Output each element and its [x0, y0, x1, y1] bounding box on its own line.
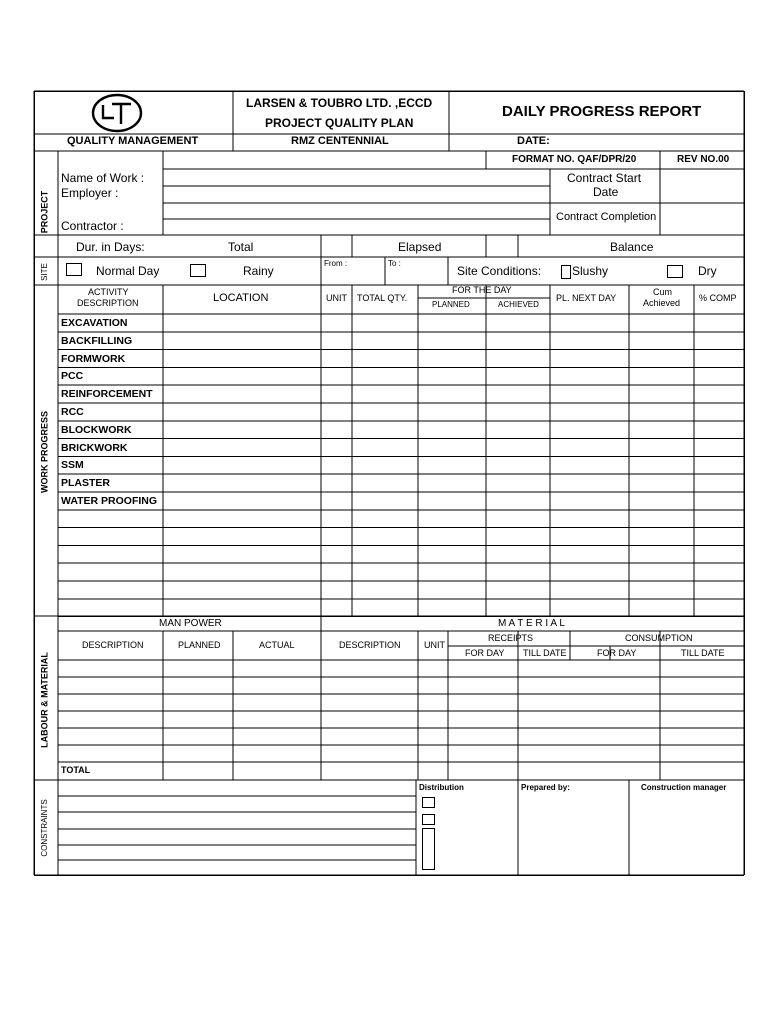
achieved-header: ACHIEVED	[498, 300, 539, 309]
receipts-for-day-header: FOR DAY	[465, 648, 505, 658]
site-conditions-label: Site Conditions:	[457, 264, 542, 278]
employer-label: Employer :	[61, 186, 119, 200]
department-label: QUALITY MANAGEMENT	[67, 135, 199, 147]
mp-description-header: DESCRIPTION	[82, 640, 144, 650]
unit-header: UNIT	[326, 293, 347, 303]
rainy-label: Rainy	[243, 264, 274, 278]
distribution-checkbox-3[interactable]	[422, 828, 435, 870]
distribution-checkbox-2[interactable]	[422, 814, 435, 825]
consumption-till-date-header: TILL DATE	[681, 648, 725, 658]
section-label-work-progress: WORK PROGRESS	[39, 410, 50, 494]
lt-logo	[93, 95, 141, 131]
material-header: M A T E R I A L	[498, 618, 565, 629]
section-label-labour-material: LABOUR & MATERIAL	[39, 652, 50, 748]
from-label: From :	[324, 259, 348, 268]
mp-planned-header: PLANNED	[178, 640, 221, 650]
receipts-header: RECEIPTS	[488, 633, 534, 643]
name-of-work-label: Name of Work :	[61, 171, 145, 185]
contract-start-label-1: Contract Start	[567, 171, 642, 185]
normal-day-checkbox[interactable]	[66, 263, 82, 276]
slushy-label: Slushy	[572, 264, 609, 278]
duration-label: Dur. in Days:	[76, 240, 145, 254]
project-name: RMZ CENTENNIAL	[291, 135, 389, 147]
receipts-till-date-header: TILL DATE	[523, 648, 567, 658]
activity-row-label: PLASTER	[61, 477, 111, 490]
duration-total-label: Total	[228, 240, 254, 254]
consumption-header: CONSUMPTION	[625, 633, 693, 643]
report-title: DAILY PROGRESS REPORT	[502, 103, 702, 120]
mp-actual-header: ACTUAL	[259, 640, 295, 650]
distribution-checkbox-1[interactable]	[422, 797, 435, 808]
activity-row-label: BLOCKWORK	[61, 423, 132, 436]
location-header: LOCATION	[213, 292, 269, 304]
rainy-checkbox[interactable]	[190, 264, 206, 277]
date-label: DATE:	[517, 135, 550, 147]
activity-row-label: SSM	[61, 459, 84, 472]
slushy-checkbox[interactable]	[561, 265, 571, 279]
form-grid	[34, 91, 744, 875]
dry-label: Dry	[698, 264, 717, 278]
duration-balance-label: Balance	[610, 240, 654, 254]
activity-row-label: FORMWORK	[61, 352, 126, 365]
cum-header-1: Cum	[653, 287, 673, 297]
activity-row-label: REINFORCEMENT	[61, 388, 153, 401]
to-label: To :	[388, 259, 401, 268]
total-qty-header: TOTAL QTY.	[357, 293, 408, 303]
material-unit-header: UNIT	[424, 640, 445, 650]
activity-row-label: PCC	[61, 370, 84, 383]
total-row-label: TOTAL	[61, 765, 91, 775]
for-the-day-header: FOR THE DAY	[452, 285, 512, 295]
activity-row-label: BRICKWORK	[61, 441, 128, 454]
activity-header-2: DESCRIPTION	[77, 298, 139, 308]
material-description-header: DESCRIPTION	[339, 640, 401, 650]
contractor-label: Contractor :	[61, 219, 124, 233]
man-power-header: MAN POWER	[159, 618, 222, 629]
section-label-constraints: CONSTRAINTS	[40, 799, 49, 857]
activity-row-label: RCC	[61, 406, 84, 418]
pl-next-day-header: PL. NEXT DAY	[556, 293, 617, 303]
consumption-for-day-header: FOR DAY	[597, 648, 637, 658]
revision-number: REV NO.00	[677, 154, 730, 165]
pct-comp-header: % COMP	[699, 293, 737, 303]
activity-header-1: ACTIVITY	[88, 287, 129, 297]
distribution-label: Distribution	[419, 783, 464, 792]
dry-checkbox[interactable]	[667, 265, 683, 278]
construction-manager-label: Construction manager	[641, 783, 727, 792]
duration-elapsed-label: Elapsed	[398, 240, 442, 254]
planned-header: PLANNED	[432, 300, 470, 309]
contract-completion-label: Contract Completion	[556, 211, 657, 223]
contract-start-label-2: Date	[593, 185, 619, 199]
company-name: LARSEN & TOUBRO LTD. ,ECCD	[246, 96, 433, 110]
cum-header-2: Achieved	[643, 298, 681, 308]
prepared-by-label: Prepared by:	[521, 783, 570, 792]
normal-day-label: Normal Day	[96, 264, 160, 278]
activity-row-label: EXCAVATION	[61, 317, 128, 329]
section-label-site: SITE	[40, 263, 49, 281]
activity-row-label: BACKFILLING	[61, 334, 133, 347]
activity-row-label: WATER PROOFING	[61, 495, 158, 507]
section-label-project: PROJECT	[39, 190, 50, 234]
format-number: FORMAT NO. QAF/DPR/20	[512, 154, 637, 165]
quality-plan-title: PROJECT QUALITY PLAN	[265, 116, 414, 130]
